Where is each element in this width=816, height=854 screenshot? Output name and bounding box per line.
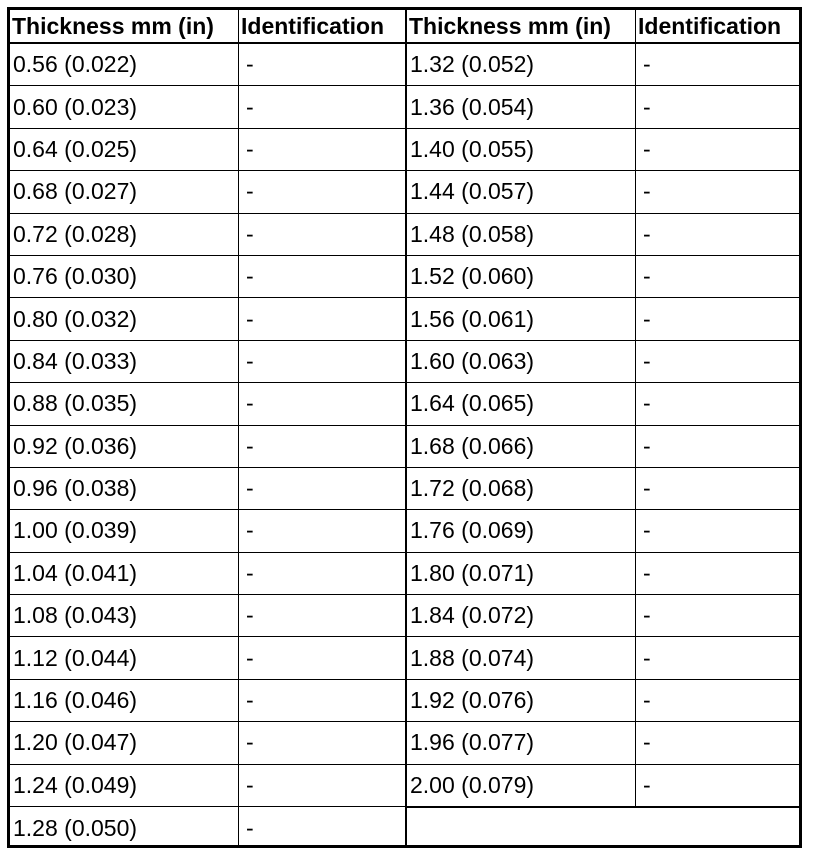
identification-cell: - [239, 553, 407, 595]
identification-cell: - [239, 426, 407, 468]
identification-cell: - [636, 44, 802, 86]
thickness-cell: 1.44 (0.057) [407, 171, 636, 213]
thickness-cell: 1.04 (0.041) [10, 553, 239, 595]
identification-cell: - [636, 86, 802, 128]
identification-cell: - [239, 807, 407, 848]
identification-cell: - [239, 595, 407, 637]
thickness-cell: 1.40 (0.055) [407, 129, 636, 171]
thickness-cell: 0.76 (0.030) [10, 256, 239, 298]
header-thickness-right: Thickness mm (in) [407, 10, 636, 44]
identification-cell: - [636, 765, 802, 807]
thickness-cell: 0.72 (0.028) [10, 214, 239, 256]
empty-cell [407, 807, 802, 848]
identification-cell: - [239, 637, 407, 679]
thickness-cell: 1.48 (0.058) [407, 214, 636, 256]
thickness-cell: 1.08 (0.043) [10, 595, 239, 637]
thickness-cell: 1.00 (0.039) [10, 510, 239, 552]
thickness-cell: 1.32 (0.052) [407, 44, 636, 86]
thickness-cell: 1.88 (0.074) [407, 637, 636, 679]
identification-cell: - [636, 171, 802, 213]
thickness-cell: 0.96 (0.038) [10, 468, 239, 510]
thickness-cell: 1.60 (0.063) [407, 341, 636, 383]
thickness-cell: 1.28 (0.050) [10, 807, 239, 848]
thickness-cell: 0.84 (0.033) [10, 341, 239, 383]
thickness-cell: 1.16 (0.046) [10, 680, 239, 722]
identification-cell: - [239, 129, 407, 171]
identification-cell: - [239, 510, 407, 552]
thickness-cell: 1.52 (0.060) [407, 256, 636, 298]
thickness-cell: 0.60 (0.023) [10, 86, 239, 128]
identification-cell: - [239, 680, 407, 722]
thickness-cell: 1.12 (0.044) [10, 637, 239, 679]
thickness-cell: 1.72 (0.068) [407, 468, 636, 510]
identification-cell: - [239, 341, 407, 383]
identification-cell: - [636, 129, 802, 171]
identification-cell: - [239, 298, 407, 340]
thickness-cell: 1.76 (0.069) [407, 510, 636, 552]
header-identification-left: Identification [239, 10, 407, 44]
identification-cell: - [239, 44, 407, 86]
thickness-cell: 1.92 (0.076) [407, 680, 636, 722]
thickness-cell: 1.80 (0.071) [407, 553, 636, 595]
thickness-cell: 0.92 (0.036) [10, 426, 239, 468]
identification-cell: - [239, 383, 407, 425]
thickness-cell: 1.20 (0.047) [10, 722, 239, 764]
identification-cell: - [636, 680, 802, 722]
identification-cell: - [636, 341, 802, 383]
identification-cell: - [636, 510, 802, 552]
thickness-cell: 2.00 (0.079) [407, 765, 636, 807]
thickness-cell: 1.68 (0.066) [407, 426, 636, 468]
header-identification-right: Identification [636, 10, 802, 44]
identification-cell: - [239, 468, 407, 510]
identification-cell: - [636, 595, 802, 637]
thickness-cell: 1.36 (0.054) [407, 86, 636, 128]
identification-cell: - [239, 256, 407, 298]
identification-cell: - [636, 298, 802, 340]
thickness-cell: 1.84 (0.072) [407, 595, 636, 637]
thickness-cell: 1.64 (0.065) [407, 383, 636, 425]
thickness-cell: 0.80 (0.032) [10, 298, 239, 340]
identification-cell: - [239, 765, 407, 807]
identification-cell: - [636, 553, 802, 595]
shim-thickness-table [7, 7, 802, 848]
header-thickness-left: Thickness mm (in) [10, 10, 239, 44]
identification-cell: - [239, 171, 407, 213]
identification-cell: - [239, 722, 407, 764]
identification-cell: - [636, 637, 802, 679]
thickness-cell: 1.24 (0.049) [10, 765, 239, 807]
thickness-cell: 1.56 (0.061) [407, 298, 636, 340]
identification-cell: - [636, 383, 802, 425]
thickness-cell: 0.56 (0.022) [10, 44, 239, 86]
identification-cell: - [636, 256, 802, 298]
thickness-cell: 0.68 (0.027) [10, 171, 239, 213]
identification-cell: - [636, 468, 802, 510]
identification-cell: - [239, 86, 407, 128]
identification-cell: - [239, 214, 407, 256]
thickness-cell: 0.88 (0.035) [10, 383, 239, 425]
thickness-cell: 1.96 (0.077) [407, 722, 636, 764]
identification-cell: - [636, 214, 802, 256]
identification-cell: - [636, 426, 802, 468]
identification-cell: - [636, 722, 802, 764]
thickness-cell: 0.64 (0.025) [10, 129, 239, 171]
